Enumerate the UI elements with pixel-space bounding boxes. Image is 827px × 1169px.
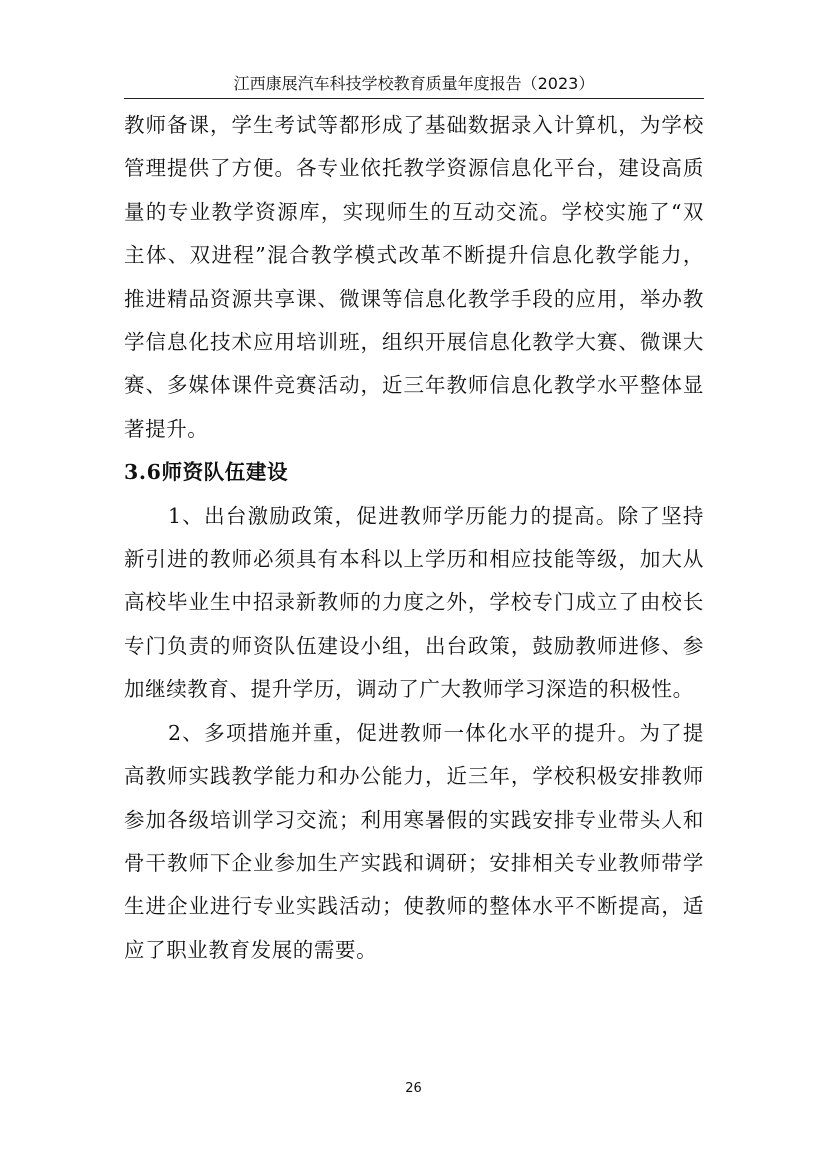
intro-paragraph: 教师备课，学生考试等都形成了基础数据录入计算机，为学校管理提供了方便。各专业依托教学资源信息化平台，建设高质量的专业教学资源库，实现师生的互动交流。学校实施了“双主体、双进程”混合教学模式改革不断提升信息化教学能力，推进精品资源共享课、微课等信息化教学手段的应用，举办教学信息化技术应用培训班，组织开展信息化教学大赛、微课大赛、多媒体课件竞赛活动，近三年教师信息化教学水平整体显著提升。: [124, 113, 704, 441]
page-body: [124, 104, 704, 972]
paragraph-incentive-policy: 1、出台激励政策，促进教师学历能力的提高。除了坚持新引进的教师必须具有本科以上学历和相应技能等级，加大从高校毕业生中招录新教师的力度之外，学校专门成立了由校长专门负责的师资队伍建设小组，出台政策，鼓励教师进修、参加继续教育、提升学历，调动了广大教师学习深造的积极性。: [124, 503, 704, 702]
page-number: 26: [405, 1081, 422, 1096]
section-heading: 3.6师资队伍建设: [124, 460, 289, 485]
paragraph-integrated-measures: 2、多项措施并重，促进教师一体化水平的提升。为了提高教师实践教学能力和办公能力，近三年，学校积极安排教师参加各级培训学习交流；利用寒暑假的实践安排专业带头人和骨干教师下企业参加生产实践和调研；安排相关专业教师带学生进企业进行专业实践活动；使教师的整体水平不断提高，适应了职业教育发展的需要。: [124, 720, 704, 962]
running-header: 江西康展汽车科技学校教育质量年度报告（2023）: [233, 74, 595, 93]
header-divider: [124, 98, 704, 99]
